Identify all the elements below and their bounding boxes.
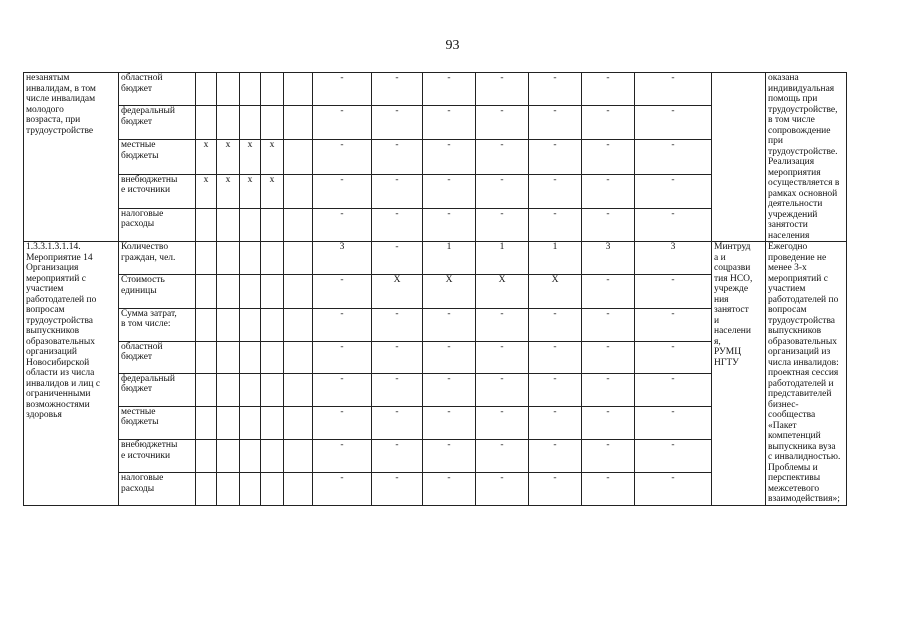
grid-cell <box>261 73 284 106</box>
funding-source-label: федеральный бюджет <box>119 373 196 406</box>
result-prev: оказана индивидуальная помощь при трудоустройстве, в том числе сопровождение при трудоустройстве. Реализация мероприятия осуществляется в рамках основной деятельности учреждений занятости населения <box>766 73 847 242</box>
grid-cell <box>261 106 284 140</box>
grid-cell <box>217 473 240 505</box>
grid-cell <box>240 440 261 473</box>
year-value-cell: - <box>372 440 423 473</box>
year-value-cell: - <box>313 373 372 406</box>
grid-cell <box>196 242 217 275</box>
year-value-cell: - <box>476 473 529 505</box>
year-value-cell: - <box>635 308 712 341</box>
grid-cell <box>217 308 240 341</box>
year-value-cell: - <box>635 73 712 106</box>
grid-cell <box>196 373 217 406</box>
grid-cell <box>196 73 217 106</box>
year-value-cell: - <box>313 406 372 439</box>
grid-cell <box>261 242 284 275</box>
year-value-cell: - <box>476 440 529 473</box>
year-value-cell: - <box>635 140 712 174</box>
year-value-cell: - <box>313 473 372 505</box>
grid-cell <box>284 373 313 406</box>
year-value-cell: - <box>476 106 529 140</box>
year-value-cell: - <box>635 341 712 373</box>
funding-source-label: налоговые расходы <box>119 208 196 241</box>
year-value-cell: - <box>313 440 372 473</box>
year-value-cell: - <box>423 140 476 174</box>
year-value-cell: - <box>372 106 423 140</box>
year-value-cell: - <box>423 373 476 406</box>
year-value-cell: - <box>635 373 712 406</box>
grid-cell: x <box>240 140 261 174</box>
year-value-cell: - <box>582 440 635 473</box>
year-value-cell: - <box>476 174 529 208</box>
year-value-cell: - <box>529 140 582 174</box>
page-number: 93 <box>445 38 460 53</box>
year-value-cell: 3 <box>635 242 712 275</box>
year-value-cell: X <box>529 275 582 308</box>
year-value-cell: - <box>372 174 423 208</box>
year-value-cell: - <box>582 106 635 140</box>
grid-cell <box>217 440 240 473</box>
year-value-cell: X <box>476 275 529 308</box>
year-value-cell: - <box>582 140 635 174</box>
year-value-cell: - <box>313 308 372 341</box>
funding-source-label: местные бюджеты <box>119 406 196 439</box>
year-value-cell: - <box>635 106 712 140</box>
year-value-cell: - <box>423 406 476 439</box>
grid-cell <box>196 275 217 308</box>
year-value-cell: - <box>582 73 635 106</box>
year-value-cell: - <box>313 275 372 308</box>
year-value-cell: - <box>476 73 529 106</box>
grid-cell: x <box>217 174 240 208</box>
funding-source-label: Количество граждан, чел. <box>119 242 196 275</box>
grid-cell <box>284 242 313 275</box>
year-value-cell: - <box>529 106 582 140</box>
year-value-cell: - <box>582 373 635 406</box>
year-value-cell: - <box>423 341 476 373</box>
grid-cell: x <box>261 174 284 208</box>
executor-prev <box>712 73 766 242</box>
year-value-cell: - <box>529 373 582 406</box>
year-value-cell: - <box>372 208 423 241</box>
year-value-cell: - <box>529 308 582 341</box>
grid-cell <box>261 373 284 406</box>
grid-cell <box>261 341 284 373</box>
year-value-cell: - <box>372 308 423 341</box>
year-value-cell: - <box>635 174 712 208</box>
year-value-cell: - <box>423 473 476 505</box>
grid-cell <box>217 406 240 439</box>
grid-cell <box>261 473 284 505</box>
year-value-cell: - <box>582 208 635 241</box>
year-value-cell: - <box>476 373 529 406</box>
year-value-cell: - <box>372 341 423 373</box>
year-value-cell: - <box>529 73 582 106</box>
year-value-cell: X <box>372 275 423 308</box>
year-value-cell: - <box>529 440 582 473</box>
year-value-cell: - <box>423 208 476 241</box>
grid-cell: x <box>217 140 240 174</box>
grid-cell <box>196 208 217 241</box>
year-value-cell: - <box>313 174 372 208</box>
year-value-cell: - <box>582 406 635 439</box>
year-value-cell: - <box>635 440 712 473</box>
grid-cell <box>217 275 240 308</box>
funding-source-label: Стоимость единицы <box>119 275 196 308</box>
year-value-cell: - <box>635 406 712 439</box>
activity-name: 1.3.3.1.3.1.14. Мероприятие 14 Организация мероприятий с участием работодателей по вопросам трудоустройства выпускников образовательных организаций Новосибирской области из числа инвалидов и лиц с ограниченными возможностями здоровья <box>24 242 119 506</box>
grid-cell <box>196 308 217 341</box>
grid-cell <box>261 308 284 341</box>
grid-cell <box>217 73 240 106</box>
executor: Минтруд а и соцразви тия НСО, учрежде ния занятост и населени я, РУМЦ НГТУ <box>712 242 766 506</box>
grid-cell <box>240 208 261 241</box>
funding-source-label: внебюджетны е источники <box>119 440 196 473</box>
year-value-cell: - <box>582 473 635 505</box>
year-value-cell: 1 <box>529 242 582 275</box>
year-value-cell: - <box>476 406 529 439</box>
grid-cell <box>196 406 217 439</box>
grid-cell: x <box>240 174 261 208</box>
year-value-cell: 1 <box>423 242 476 275</box>
funding-source-label: местные бюджеты <box>119 140 196 174</box>
year-value-cell: - <box>529 473 582 505</box>
year-value-cell: - <box>372 373 423 406</box>
grid-cell <box>240 308 261 341</box>
grid-cell: x <box>196 140 217 174</box>
year-value-cell: - <box>423 174 476 208</box>
grid-cell <box>240 406 261 439</box>
year-value-cell: - <box>635 208 712 241</box>
year-value-cell: - <box>313 140 372 174</box>
table-row <box>24 242 847 275</box>
year-value-cell: - <box>423 73 476 106</box>
funding-source-label: федеральный бюджет <box>119 106 196 140</box>
year-value-cell: - <box>372 140 423 174</box>
year-value-cell: - <box>313 208 372 241</box>
year-value-cell: - <box>582 341 635 373</box>
year-value-cell: - <box>313 106 372 140</box>
grid-cell <box>284 473 313 505</box>
grid-cell <box>196 473 217 505</box>
year-value-cell: - <box>476 140 529 174</box>
grid-cell <box>240 275 261 308</box>
year-value-cell: 3 <box>313 242 372 275</box>
year-value-cell: 1 <box>476 242 529 275</box>
grid-cell: x <box>196 174 217 208</box>
year-value-cell: - <box>423 308 476 341</box>
year-value-cell: - <box>423 440 476 473</box>
grid-cell <box>240 242 261 275</box>
grid-cell <box>284 440 313 473</box>
grid-cell <box>284 208 313 241</box>
year-value-cell: - <box>372 242 423 275</box>
budget-table <box>23 72 847 506</box>
grid-cell <box>240 341 261 373</box>
grid-cell <box>240 106 261 140</box>
year-value-cell: - <box>313 341 372 373</box>
grid-cell <box>284 140 313 174</box>
expected-result: Ежегодно проведение не менее 3-х мероприятий с участием работодателей по вопросам трудоустройства выпускников образовательных организаций из числа инвалидов: проектная сессия работодателей и представителей бизнес- сообщества «Пакет компетенций выпускника вуза с инвалидностью. Проблемы и перспективы межсетевого взаимодействия»; <box>766 242 847 506</box>
grid-cell: x <box>261 140 284 174</box>
grid-cell <box>217 106 240 140</box>
grid-cell <box>217 208 240 241</box>
grid-cell <box>240 73 261 106</box>
year-value-cell: - <box>529 406 582 439</box>
grid-cell <box>217 242 240 275</box>
grid-cell <box>261 208 284 241</box>
funding-source-label: налоговые расходы <box>119 473 196 505</box>
grid-cell <box>284 174 313 208</box>
year-value-cell: - <box>372 406 423 439</box>
grid-cell <box>217 373 240 406</box>
year-value-cell: - <box>372 73 423 106</box>
year-value-cell: - <box>582 174 635 208</box>
funding-source-label: областной бюджет <box>119 73 196 106</box>
grid-cell <box>196 440 217 473</box>
grid-cell <box>284 308 313 341</box>
activity-name-prev: незанятым инвалидам, в том числе инвалидам молодого возраста, при трудоустройстве <box>24 73 119 242</box>
table-row <box>24 73 847 106</box>
year-value-cell: - <box>635 473 712 505</box>
year-value-cell: - <box>529 341 582 373</box>
funding-source-label: внебюджетны е источники <box>119 174 196 208</box>
year-value-cell: - <box>529 208 582 241</box>
year-value-cell: - <box>476 341 529 373</box>
grid-cell <box>284 406 313 439</box>
grid-cell <box>217 341 240 373</box>
year-value-cell: - <box>476 308 529 341</box>
year-value-cell: - <box>313 73 372 106</box>
year-value-cell: - <box>372 473 423 505</box>
year-value-cell: - <box>423 106 476 140</box>
year-value-cell: - <box>635 275 712 308</box>
grid-cell <box>284 106 313 140</box>
grid-cell <box>240 373 261 406</box>
grid-cell <box>261 440 284 473</box>
year-value-cell: - <box>529 174 582 208</box>
year-value-cell: 3 <box>582 242 635 275</box>
grid-cell <box>284 73 313 106</box>
grid-cell <box>284 275 313 308</box>
year-value-cell: - <box>582 275 635 308</box>
grid-cell <box>261 406 284 439</box>
grid-cell <box>240 473 261 505</box>
grid-cell <box>196 341 217 373</box>
year-value-cell: X <box>423 275 476 308</box>
grid-cell <box>284 341 313 373</box>
funding-source-label: Сумма затрат, в том числе: <box>119 308 196 341</box>
grid-cell <box>196 106 217 140</box>
year-value-cell: - <box>476 208 529 241</box>
funding-source-label: областной бюджет <box>119 341 196 373</box>
year-value-cell: - <box>582 308 635 341</box>
grid-cell <box>261 275 284 308</box>
